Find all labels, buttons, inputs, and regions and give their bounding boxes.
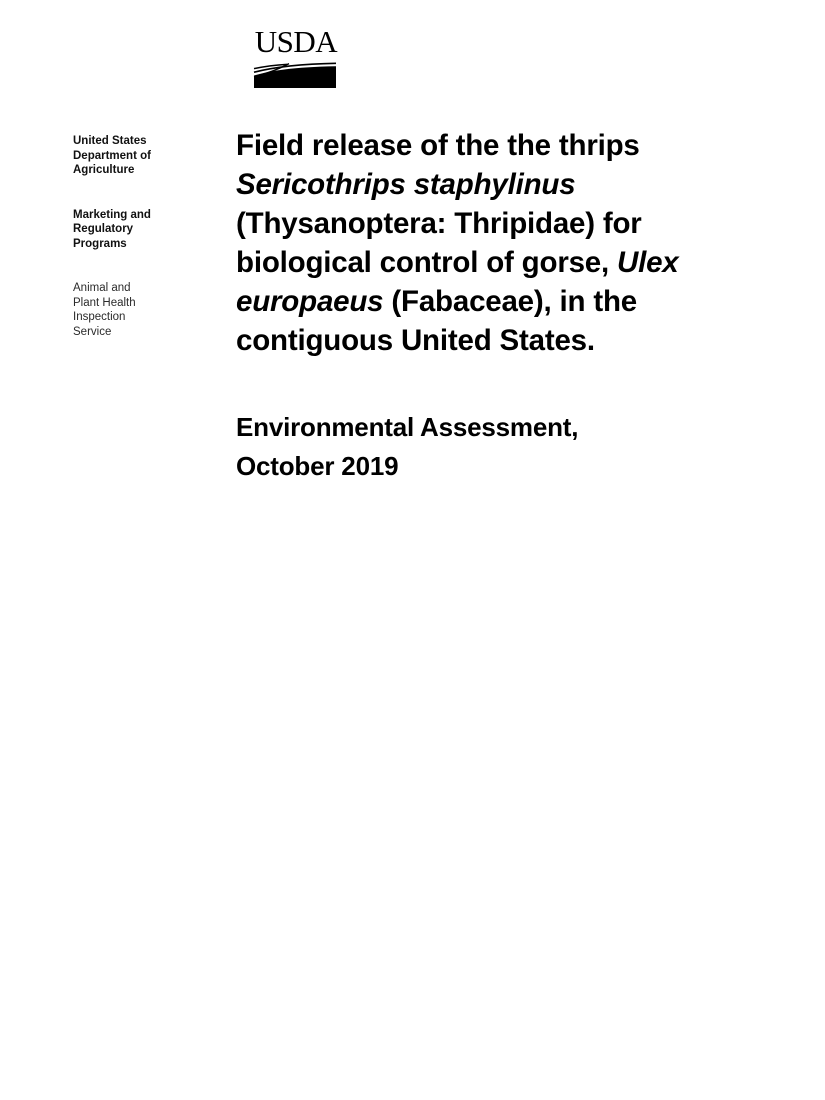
agency-line: Service [73,325,112,338]
title-part-1: Field release of the the thrips [236,129,640,162]
agency-line: Programs [73,237,127,250]
agency-line: Department of [73,149,151,162]
agency-block-animal-and-plant-health-inspection-service [73,281,193,339]
page-subtitle-block [236,408,736,486]
page-subtitle [236,408,736,486]
agency-block-united-states-department-of-agriculture [73,134,193,178]
agency-block-marketing-and-regulatory-programs [73,208,193,252]
title-species-sericothrips-staphylinus: Sericothrips staphylinus [236,168,576,201]
page-title-block [236,126,736,360]
title-part-2: (Thysanoptera: Thripidae) for biological control of gorse, [236,207,642,279]
agency-line: Inspection [73,311,126,323]
usda-logo [253,26,339,90]
agency-line: Marketing and [73,208,151,221]
title-part-3: (Fabaceae), in the contiguous United States. [236,285,637,357]
page-title [236,126,736,360]
agency-line: United States [73,135,147,147]
usda-wordmark: USDA [254,24,338,59]
agency-line: Agriculture [73,164,135,176]
agency-line: Plant Health [73,296,136,309]
agency-identification-column [73,134,193,339]
agency-line: Regulatory [73,223,134,235]
subtitle-line-document-type: Environmental Assessment, [236,412,579,442]
usda-landscape-mark-icon [253,59,337,89]
subtitle-line-date: October 2019 [236,451,399,481]
agency-line: Animal and [73,282,131,294]
title-species-ulex-europaeus: Ulex europaeus [236,246,679,318]
